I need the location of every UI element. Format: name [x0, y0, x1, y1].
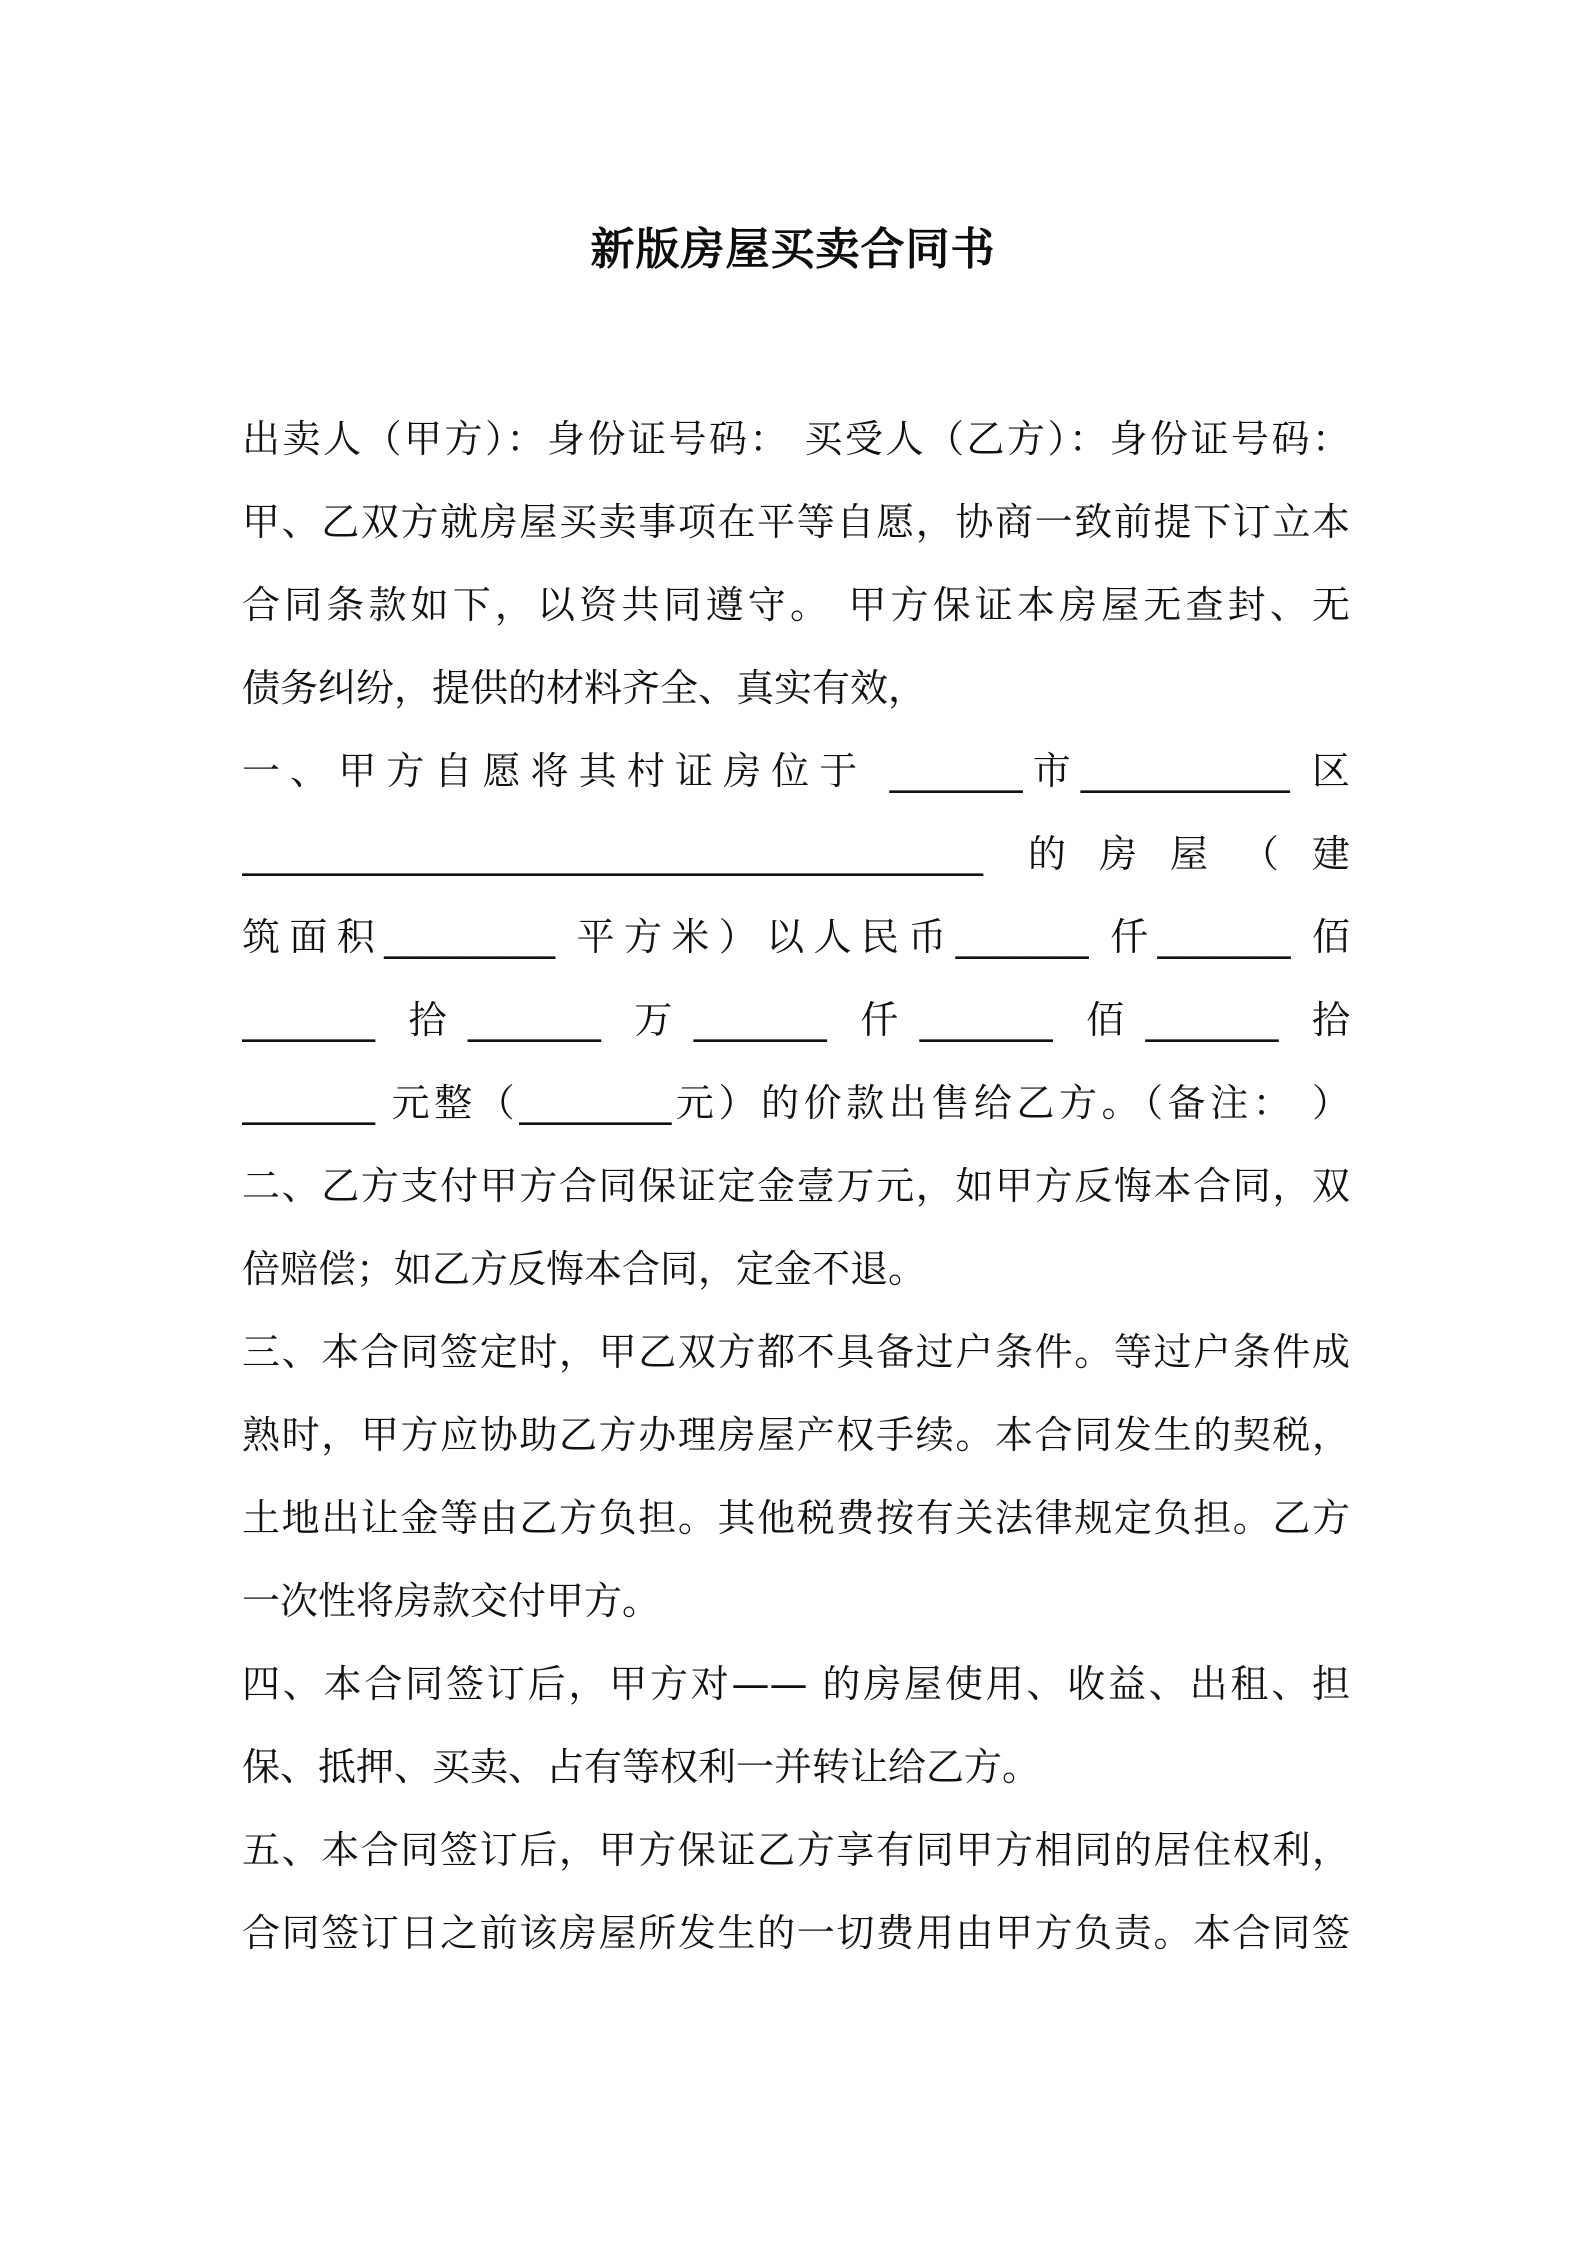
clause-3-line: 熟时，甲方应协助乙方办理房屋产权手续。本合同发生的契税， [242, 1413, 1350, 1457]
clause-1-line: _______ 拾_______ 万_______ 仟_______ 佰_______ 拾 [242, 998, 1350, 1042]
body-line: 甲、乙双方就房屋买卖事项在平等自愿，协商一致前提下订立本 [242, 500, 1350, 544]
parties-line: 出卖人（甲方）：身份证号码： 买受人（乙方）：身份证号码： [242, 417, 1350, 461]
clause-3-line: 土地出让金等由乙方负担。其他税费按有关法律规定负担。乙方 [242, 1496, 1350, 1540]
clause-1-line: 筑面积_________ 平方米）以人民币_______ 仟_______ 佰 [242, 915, 1350, 959]
body-line: 债务纠纷，提供的材料齐全、真实有效， [242, 666, 927, 710]
clause-1-line: 一、甲方自愿将其村证房位于 _______市___________ 区 [242, 749, 1350, 793]
clause-2-line: 二、乙方支付甲方合同保证定金壹万元，如甲方反悔本合同，双 [242, 1164, 1350, 1208]
document-title: 新版房屋买卖合同书 [590, 224, 996, 275]
clause-5-line: 五、本合同签订后，甲方保证乙方享有同甲方相同的居住权利， [242, 1828, 1350, 1872]
clause-3-line: 三、本合同签定时，甲乙双方都不具备过户条件。等过户条件成 [242, 1330, 1350, 1374]
clause-4-line: 四、本合同签订后，甲方对—— 的房屋使用、收益、出租、担 [242, 1662, 1350, 1706]
clause-1-line: _______ 元整（________元）的价款出售给乙方。（备注： ） [242, 1081, 1350, 1125]
clause-5-line: 合同签订日之前该房屋所发生的一切费用由甲方负责。本合同签 [242, 1911, 1350, 1955]
clause-2-line: 倍赔偿；如乙方反悔本合同，定金不退。 [242, 1247, 927, 1291]
body-line: 合同条款如下，以资共同遵守。 甲方保证本房屋无查封、无 [242, 583, 1350, 627]
clause-3-line: 一次性将房款交付甲方。 [242, 1579, 661, 1623]
clause-4-line: 保、抵押、买卖、占有等权利一并转让给乙方。 [242, 1745, 1041, 1789]
clause-1-line: _______________________________________ 的房屋（建 [242, 832, 1350, 876]
